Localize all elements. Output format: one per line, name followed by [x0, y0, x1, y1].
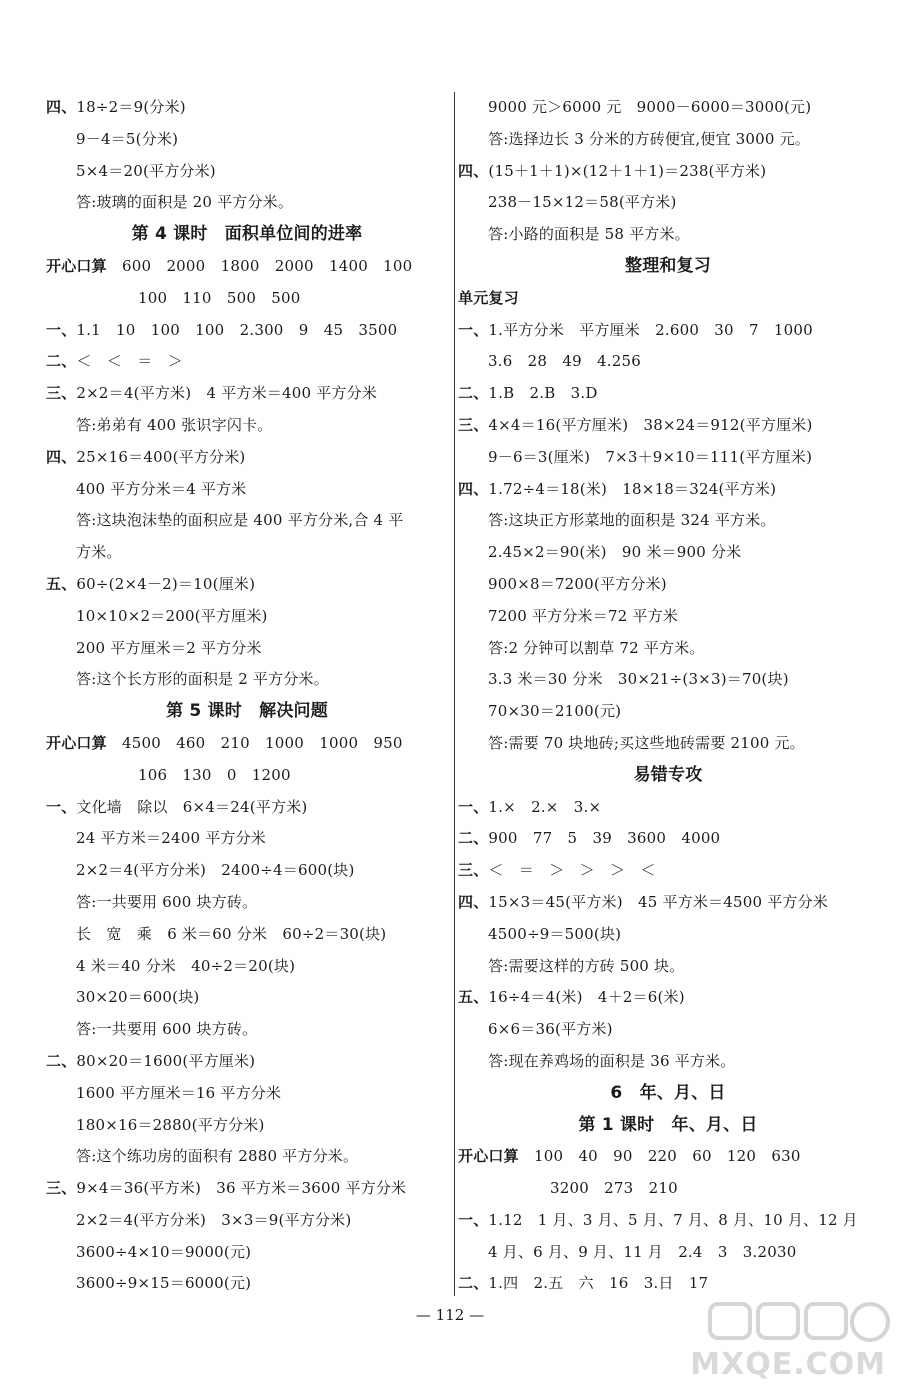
answer-text: 4×4＝16(平方厘米) 38×24＝912(平方厘米)	[488, 415, 813, 434]
answer-text: 答:这个长方形的面积是 2 平方分米。	[76, 670, 329, 689]
answer-line	[458, 982, 878, 1014]
answer-text: 24 平方米＝2400 平方分米	[76, 829, 266, 848]
answer-line	[46, 728, 448, 760]
answer-line	[458, 792, 878, 824]
answer-line	[46, 410, 448, 442]
answer-line	[46, 1237, 448, 1269]
answer-text: 2×2＝4(平方分米) 2400÷4＝600(块)	[76, 861, 355, 880]
answer-text: 100 40 90 220 60 120 630	[518, 1147, 801, 1166]
answer-text: 3.3 米＝30 分米 30×21÷(3×3)＝70(块)	[488, 670, 789, 689]
answer-line	[458, 1173, 878, 1205]
answer-text: 16÷4＝4(米) 4＋2＝6(米)	[488, 988, 685, 1007]
answer-line	[458, 855, 878, 887]
answer-text: 900 77 5 39 3600 4000	[488, 829, 721, 848]
answer-line	[458, 1237, 878, 1269]
answer-text: 9000 元＞6000 元 9000－6000＝3000(元)	[488, 98, 812, 116]
answer-line	[46, 251, 448, 283]
section-heading: 第 5 课时 解决问题	[166, 701, 328, 722]
answer-line	[46, 92, 448, 124]
section-heading: 整理和复习	[625, 255, 711, 276]
question-number: 五、	[46, 574, 77, 593]
answer-text: 15×3＝45(平方米) 45 平方米＝4500 平方分米	[488, 892, 828, 911]
answer-line	[46, 1078, 448, 1110]
answer-line	[46, 951, 448, 983]
answer-line	[46, 156, 448, 188]
answer-line	[458, 823, 878, 855]
answer-text: 106 130 0 1200	[138, 765, 291, 784]
answer-text: 2×2＝4(平方分米) 3×3＝9(平方分米)	[76, 1210, 352, 1229]
answer-line	[46, 569, 448, 601]
answer-text: 600 2000 1800 2000 1400 100	[106, 256, 413, 275]
answer-line	[458, 633, 878, 665]
question-number: 三、	[46, 384, 77, 403]
answer-text: 3600÷9×15＝6000(元)	[76, 1274, 252, 1293]
answer-text: 1.1 10 100 100 2.300 9 45 3500	[76, 320, 398, 339]
answer-line	[46, 315, 448, 347]
answer-line	[458, 728, 878, 760]
answer-text: 200 平方厘米＝2 平方分米	[76, 638, 262, 657]
answer-text: 238－15×12＝58(平方米)	[488, 193, 677, 212]
question-number: 四、	[458, 161, 489, 180]
answer-line	[46, 855, 448, 887]
answer-line	[458, 887, 878, 919]
answer-text: 长 宽 乘 6 米＝60 分米 60÷2＝30(块)	[76, 924, 387, 943]
answer-text: 答:需要这样的方砖 500 块。	[488, 956, 685, 975]
answer-line	[458, 696, 878, 728]
answer-line	[46, 1110, 448, 1142]
answer-line	[46, 887, 448, 919]
answer-line	[458, 442, 878, 474]
answer-text: 900×8＝7200(平方分米)	[488, 574, 667, 593]
answer-line	[458, 601, 878, 633]
answer-text: 答:小路的面积是 58 平方米。	[488, 225, 690, 244]
question-number: 单元复习	[458, 288, 519, 307]
answer-text: 3600÷4×10＝9000(元)	[76, 1242, 252, 1261]
left-column	[46, 92, 448, 1300]
answer-text: 答:这块泡沫垫的面积应是 400 平方分米,合 4 平	[76, 511, 404, 530]
answer-line	[458, 664, 878, 696]
answer-line	[458, 156, 878, 188]
answer-line	[46, 633, 448, 665]
question-number: 二、	[46, 1051, 77, 1070]
question-number: 一、	[458, 797, 489, 816]
section-heading: 第 4 课时 面积单位间的进率	[131, 224, 363, 245]
answer-line	[46, 1014, 448, 1046]
answer-line	[458, 283, 878, 315]
answer-line	[46, 378, 448, 410]
answer-line	[458, 219, 878, 251]
answer-text: 1.B 2.B 3.D	[488, 384, 598, 403]
answer-text: 答:现在养鸡场的面积是 36 平方米。	[488, 1051, 736, 1070]
answer-line	[46, 474, 448, 506]
column-divider	[454, 92, 455, 1296]
answer-line	[46, 760, 448, 792]
answer-text: 文化墙 除以 6×4＝24(平方米)	[76, 797, 308, 816]
answer-line	[458, 346, 878, 378]
answer-line	[458, 92, 878, 124]
answer-line	[458, 315, 878, 347]
answer-text: 1.平方分米 平方厘米 2.600 30 7 1000	[488, 320, 813, 339]
answer-line	[46, 187, 448, 219]
answer-text: 1600 平方厘米＝16 平方分米	[76, 1083, 282, 1102]
question-number: 二、	[458, 384, 489, 403]
answer-line	[458, 1205, 878, 1237]
answer-text: 4 月、6 月、9 月、11 月 2.4 3 3.2030	[488, 1242, 797, 1261]
answer-text: 1.四 2.五 六 16 3.日 17	[488, 1274, 709, 1293]
answer-line	[46, 664, 448, 696]
answer-line	[458, 919, 878, 951]
answer-text: 30×20＝600(块)	[76, 988, 200, 1007]
answer-text: 6×6＝36(平方米)	[488, 1020, 613, 1039]
answer-line	[458, 1268, 878, 1300]
answer-text: 70×30＝2100(元)	[488, 702, 622, 721]
answer-line	[46, 1268, 448, 1300]
answer-text: 答:需要 70 块地砖;买这些地砖需要 2100 元。	[488, 733, 805, 752]
answer-text: 4 米＝40 分米 40÷2＝20(块)	[76, 956, 296, 975]
question-number: 四、	[46, 447, 77, 466]
answer-line	[458, 124, 878, 156]
answer-text: 3.6 28 49 4.256	[488, 352, 641, 371]
section-heading: 6 年、月、日	[610, 1082, 726, 1103]
answer-text: 5×4＝20(平方分米)	[76, 161, 216, 180]
answer-text: 答:一共要用 600 块方砖。	[76, 892, 258, 911]
answer-line	[46, 442, 448, 474]
answer-text: 9×4＝36(平方米) 36 平方米＝3600 平方分米	[76, 1179, 407, 1198]
answer-text: 100 110 500 500	[138, 288, 301, 307]
answer-line	[46, 601, 448, 633]
answer-line	[46, 505, 448, 537]
answer-text: 方米。	[76, 543, 122, 562]
question-number: 四、	[458, 479, 489, 498]
answer-text: 4500 460 210 1000 1000 950	[106, 733, 403, 752]
answer-text: 1.× 2.× 3.×	[488, 797, 602, 816]
question-number: 二、	[46, 352, 77, 371]
answer-text: 答:2 分钟可以割草 72 平方米。	[488, 638, 705, 657]
question-number: 三、	[46, 1179, 77, 1198]
answer-text: 答:玻璃的面积是 20 平方分米。	[76, 193, 294, 212]
answer-line	[458, 569, 878, 601]
question-number: 二、	[458, 1274, 489, 1293]
answer-text: 答:弟弟有 400 张识字闪卡。	[76, 415, 273, 434]
answer-line	[458, 951, 878, 983]
question-number: 开心口算	[46, 733, 107, 752]
answer-text: (15＋1＋1)×(12＋1＋1)＝238(平方米)	[488, 161, 767, 180]
answer-text: 10×10×2＝200(平方厘米)	[76, 606, 268, 625]
answer-text: 1.72÷4＝18(米) 18×18＝324(平方米)	[488, 479, 777, 498]
question-number: 三、	[458, 861, 489, 880]
answer-text: 9－4＝5(分米)	[76, 129, 179, 148]
answer-text: 4500÷9＝500(块)	[488, 924, 622, 943]
answer-line	[46, 982, 448, 1014]
answer-text: 80×20＝1600(平方厘米)	[76, 1051, 256, 1070]
answer-text: 180×16＝2880(平方分米)	[76, 1115, 265, 1134]
answer-text: 答:这个练功房的面积有 2880 平方分米。	[76, 1147, 359, 1166]
answer-line	[46, 537, 448, 569]
right-column	[458, 92, 878, 1300]
answer-line	[458, 1014, 878, 1046]
answer-text: 答:一共要用 600 块方砖。	[76, 1020, 258, 1039]
section-heading: 易错专攻	[633, 764, 703, 785]
question-number: 二、	[458, 829, 489, 848]
question-number: 一、	[46, 320, 77, 339]
answer-line	[46, 1205, 448, 1237]
answer-line	[458, 474, 878, 506]
answer-text: 60÷(2×4－2)＝10(厘米)	[76, 574, 256, 593]
question-number: 开心口算	[458, 1147, 519, 1166]
answer-text: 答:这块正方形菜地的面积是 324 平方米。	[488, 511, 776, 530]
answer-text: 3200 273 210	[550, 1179, 678, 1198]
watermark-text: MXQE.COM	[690, 1347, 886, 1382]
answer-text: ＜ ＜ ＝ ＞	[76, 352, 183, 371]
question-number: 四、	[46, 98, 77, 116]
question-number: 三、	[458, 415, 489, 434]
answer-line	[458, 410, 878, 442]
question-number: 开心口算	[46, 256, 107, 275]
answer-line	[46, 283, 448, 315]
answer-text: 2×2＝4(平方米) 4 平方米＝400 平方分米	[76, 384, 378, 403]
answer-line	[458, 378, 878, 410]
answer-line	[46, 1046, 448, 1078]
answer-text: 答:选择边长 3 分米的方砖便宜,便宜 3000 元。	[488, 129, 811, 148]
answer-line	[46, 124, 448, 156]
answer-line	[46, 823, 448, 855]
question-number: 一、	[458, 320, 489, 339]
answer-text: 2.45×2＝90(米) 90 米＝900 分米	[488, 543, 742, 562]
answer-text: 400 平方分米＝4 平方米	[76, 479, 247, 498]
question-number: 一、	[46, 797, 77, 816]
section-heading: 第 1 课时 年、月、日	[578, 1114, 758, 1135]
answer-text: ＜ ＝ ＞ ＞ ＞ ＜	[488, 861, 656, 880]
page-number: — 112 —	[415, 1306, 485, 1324]
answer-text: 9－6＝3(厘米) 7×3＋9×10＝111(平方厘米)	[488, 447, 813, 466]
answer-line	[458, 1046, 878, 1078]
question-number: 一、	[458, 1210, 489, 1229]
answer-text: 25×16＝400(平方分米)	[76, 447, 246, 466]
answer-line	[458, 1141, 878, 1173]
question-number: 五、	[458, 988, 489, 1007]
answer-line	[46, 919, 448, 951]
question-number: 四、	[458, 892, 489, 911]
answer-line	[46, 1173, 448, 1205]
answer-line	[46, 1141, 448, 1173]
answer-line	[458, 187, 878, 219]
answer-text: 18÷2＝9(分米)	[76, 98, 186, 116]
answer-line	[458, 537, 878, 569]
answer-text: 7200 平方分米＝72 平方米	[488, 606, 678, 625]
answer-line	[46, 346, 448, 378]
answer-line	[458, 505, 878, 537]
answer-text: 1.12 1 月、3 月、5 月、7 月、8 月、10 月、12 月	[488, 1210, 858, 1229]
answer-line	[46, 792, 448, 824]
